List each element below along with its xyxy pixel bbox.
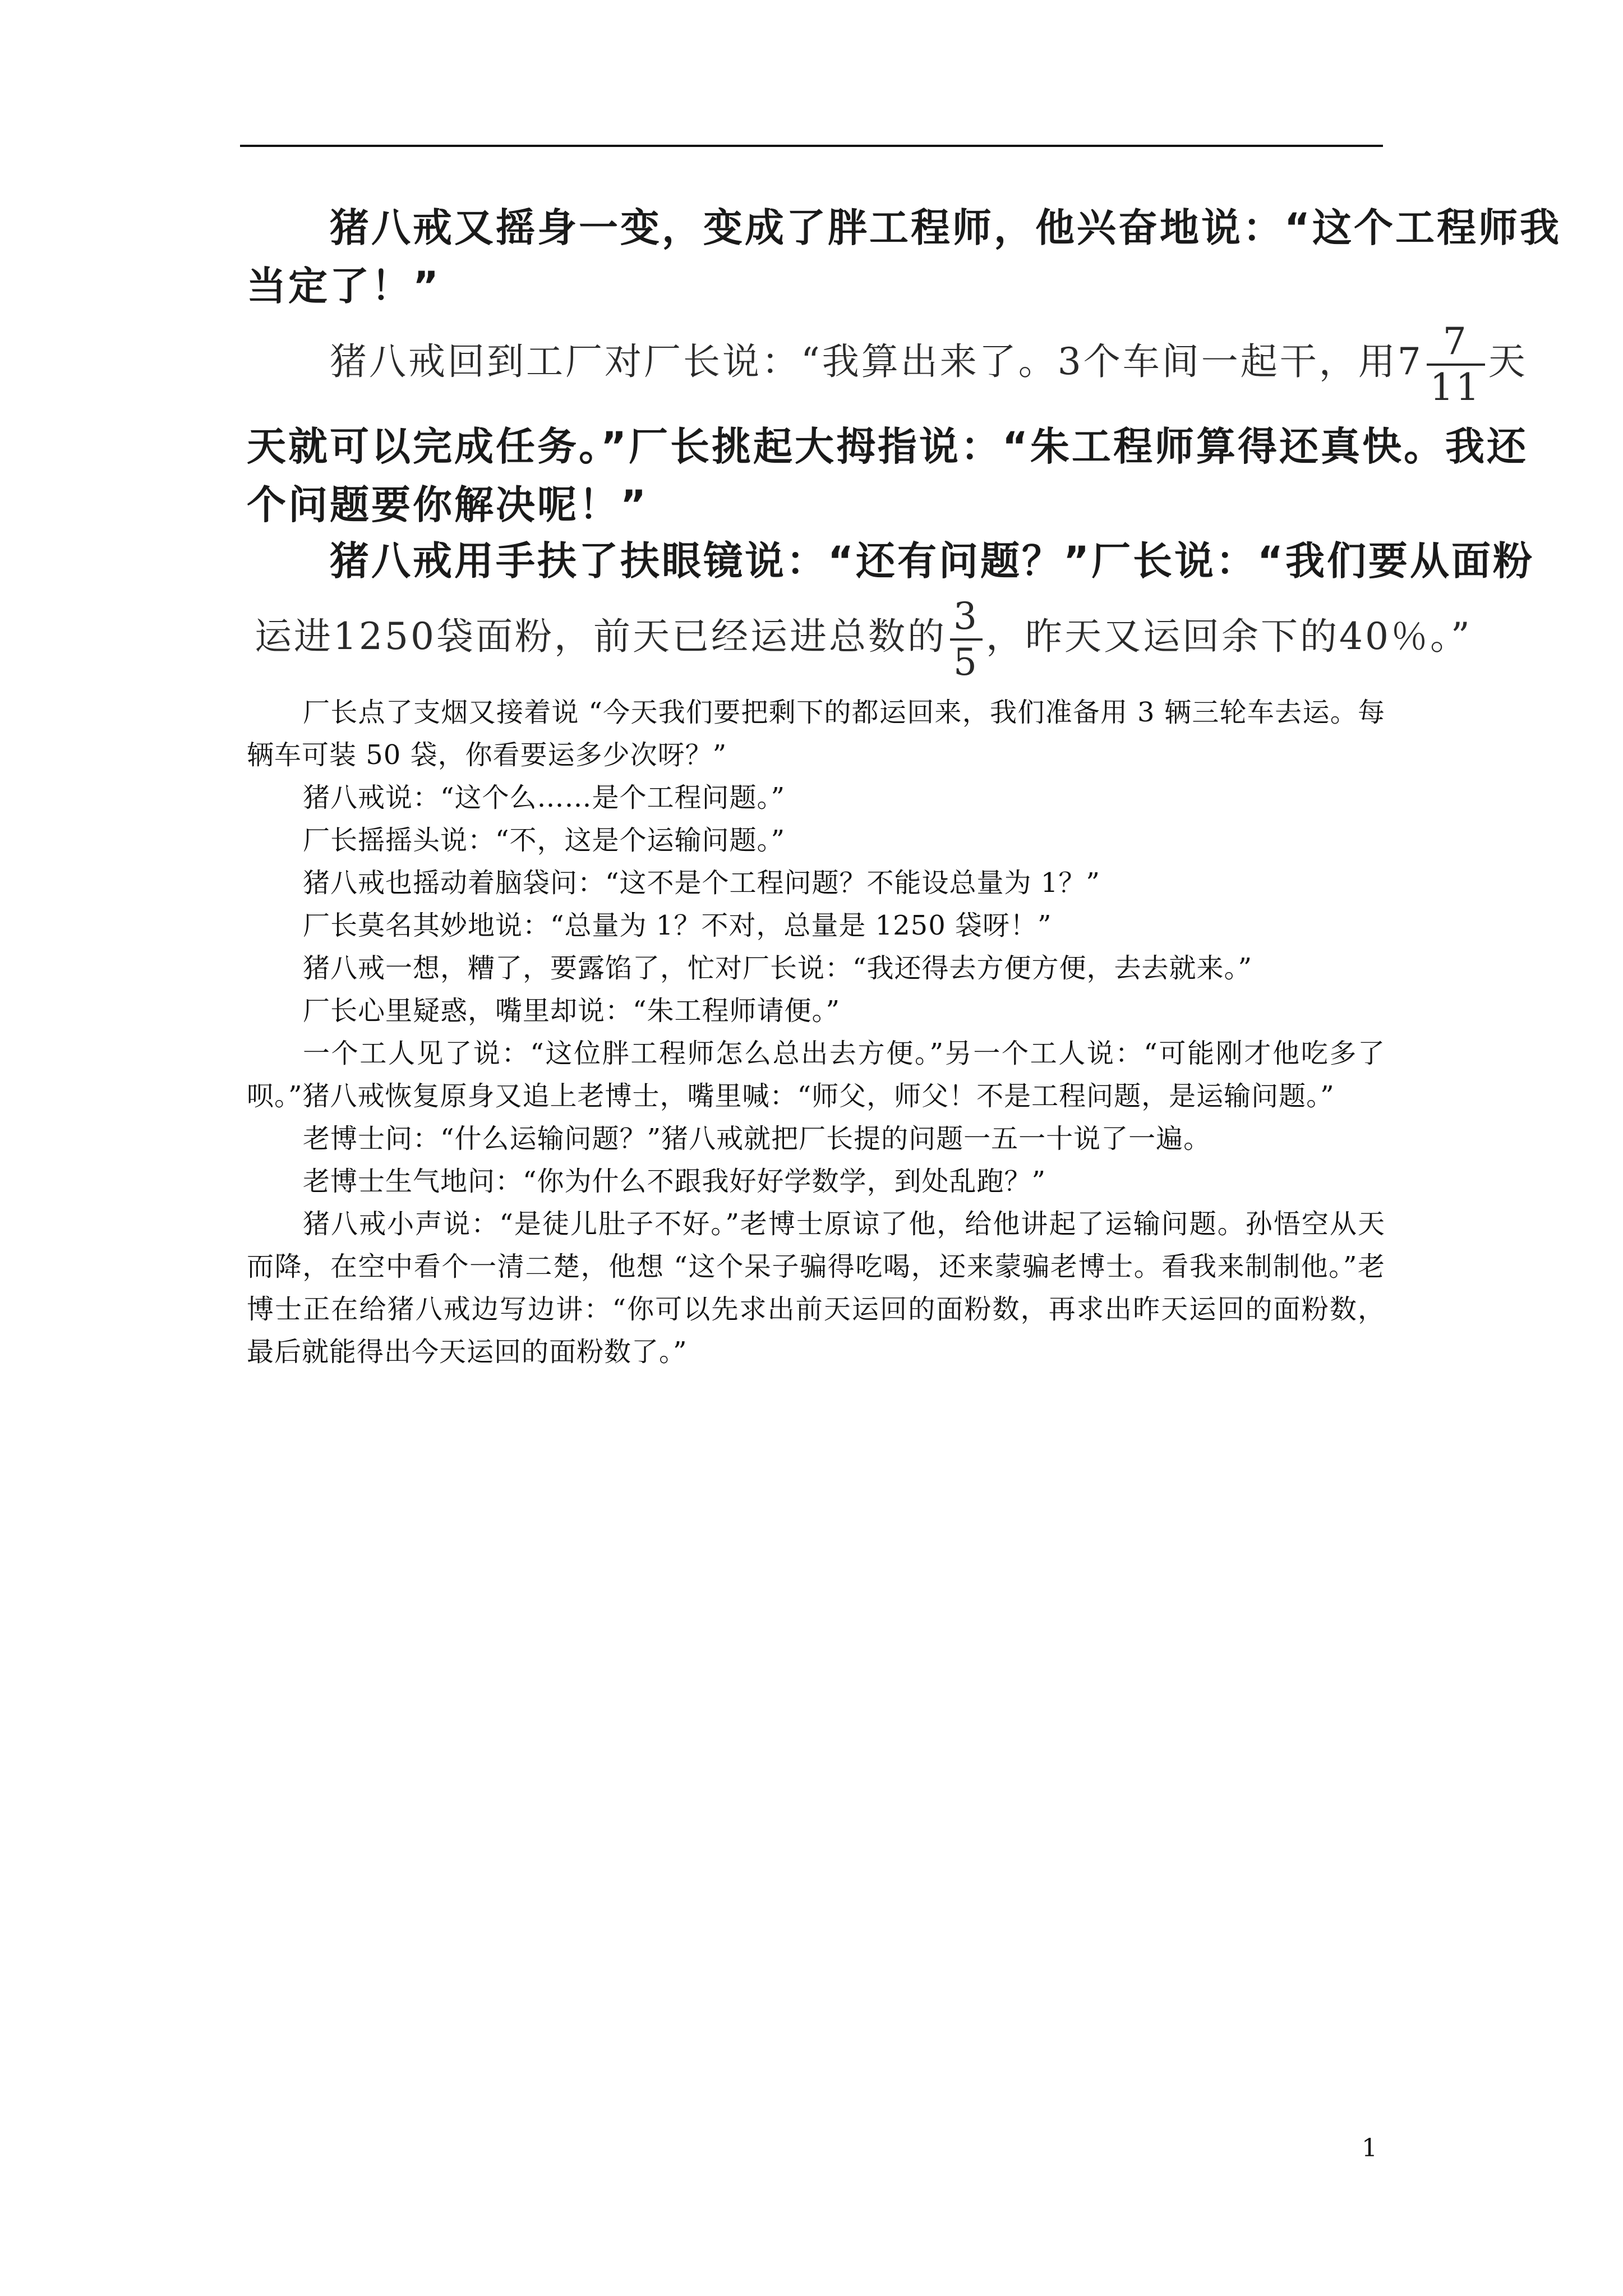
scan-line-7 [255, 595, 1472, 684]
scan-line-7-text: 运进1250袋面粉，前天已经运进总数的 [255, 615, 947, 658]
fraction-denominator: 11 [1430, 366, 1482, 409]
scan-line-4: 天就可以完成任务。”厂长挑起大拇指说：“朱工程师算得还真快。我还 [247, 424, 1529, 470]
story-body [247, 691, 1385, 1373]
paragraph: 厂长点了支烟又接着说 “今天我们要把剩下的都运回来，我们准备用 3 辆三轮车去运。每辆车可装 50 袋，你看要运多少次呀？” [247, 697, 1385, 771]
fraction-numerator: 7 [1427, 320, 1485, 366]
scan-line-1: 猪八戒又摇身一变，变成了胖工程师，他兴奋地说：“这个工程师我 [330, 205, 1562, 251]
scan-line-5: 个问题要你解决呢！” [247, 482, 649, 528]
fraction-numerator: 3 [950, 595, 983, 641]
paragraph: 猪八戒一想，糟了，要露馅了，忙对厂长说：“我还得去方便方便，去去就来。” [303, 953, 1253, 984]
paragraph: 猪八戒说：“这个么……是个工程问题。” [303, 782, 786, 813]
header-rule [240, 145, 1383, 147]
scan-line-6: 猪八戒用手扶了扶眼镜说：“还有问题？”厂长说：“我们要从面粉 [330, 538, 1535, 584]
page-number: 1 [1362, 2134, 1377, 2162]
scan-line-7-tail: ，昨天又运回余下的40％。” [985, 615, 1472, 658]
paragraph: 一个工人见了说：“这位胖工程师怎么总出去方便。”另一个工人说：“可能刚才他吃多了呗。”猪八戒恢复原身又追上老博士，嘴里喊：“师父，师父！不是工程问题，是运输问题。” [247, 1038, 1385, 1112]
paragraph: 老博士生气地问：“你为什么不跟我好好学数学，到处乱跑？” [303, 1166, 1046, 1197]
fraction-seven-elevenths [1427, 320, 1485, 409]
paragraph: 老博士问：“什么运输问题？”猪八戒就把厂长提的问题一五一十说了一遍。 [303, 1123, 1211, 1154]
fraction-denominator: 5 [953, 641, 979, 684]
scan-line-2: 当定了！” [247, 263, 441, 309]
scan-line-3-text: 猪八戒回到工厂对厂长说：“我算出来了。3个车间一起干，用7 [330, 340, 1423, 383]
fraction-three-fifths [950, 595, 983, 684]
paragraph: 厂长心里疑惑，嘴里却说：“朱工程师请便。” [303, 995, 841, 1027]
scan-line-3 [330, 320, 1528, 409]
paragraph: 猪八戒也摇动着脑袋问：“这不是个工程问题？不能设总量为 1？” [303, 867, 1100, 899]
paragraph: 猪八戒小声说：“是徒儿肚子不好。”老博士原谅了他，给他讲起了运输问题。孙悟空从天而降，在空中看个一清二楚，他想 “这个呆子骗得吃喝，还来蒙骗老博士。看我来制制他。”老博士正在给猪八戒边写边讲：“你可以先求出前天运回的面粉数，再求出昨天运回的面粉数，最后就能得出今天运回的面粉数了。” [247, 1208, 1385, 1368]
paragraph: 厂长莫名其妙地说：“总量为 1？不对，总量是 1250 袋呀！” [303, 910, 1052, 941]
scan-line-3-tail: 天 [1488, 340, 1528, 383]
scanned-text-block [247, 191, 1623, 707]
paragraph: 厂长摇摇头说：“不，这是个运输问题。” [303, 825, 786, 856]
